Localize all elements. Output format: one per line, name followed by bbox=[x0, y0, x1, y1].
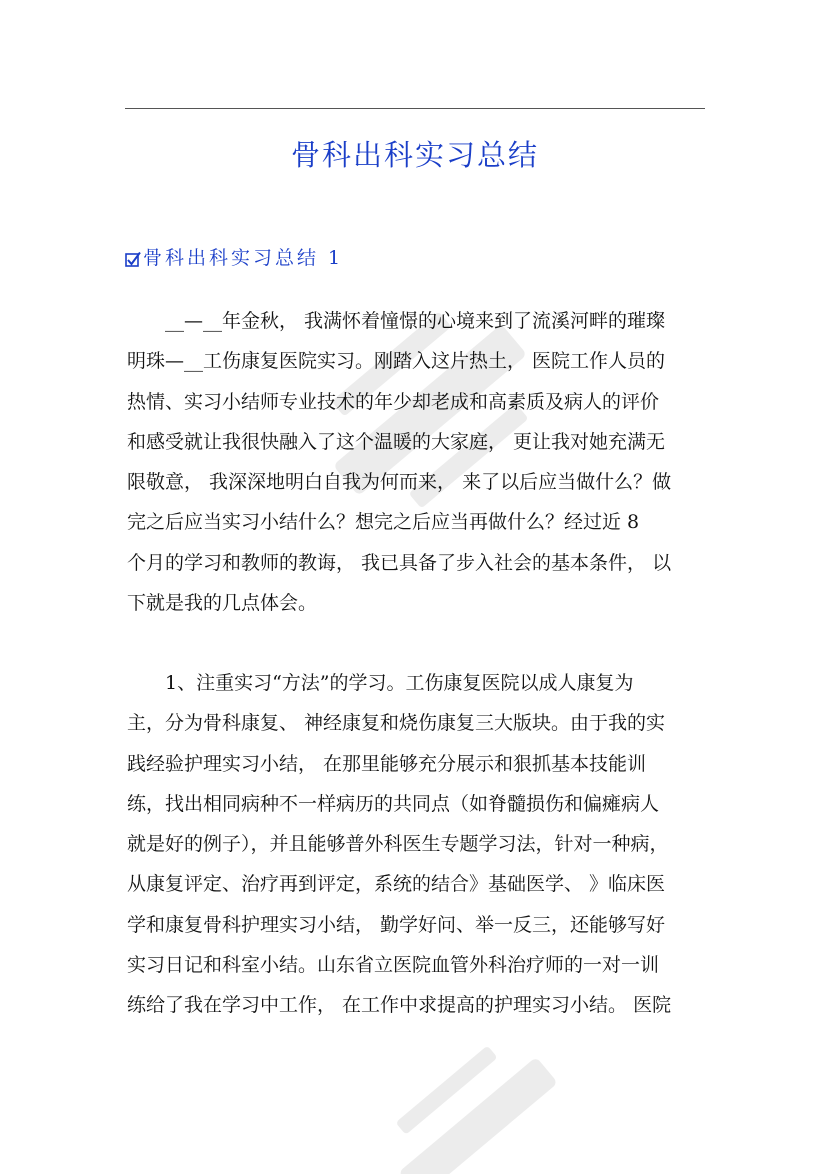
paragraph-2 bbox=[127, 663, 717, 1026]
paragraph-line: 下就是我的几点体会。 bbox=[127, 592, 318, 615]
paragraph-line: 就是好的例子），并且能够普外科医生专题学习法，针对一种病， bbox=[127, 833, 669, 856]
paragraph-line: 学和康复骨科护理实习小结， 勤学好问、举一反三，还能够写好 bbox=[127, 913, 666, 936]
paragraph-line: 明珠—__工伤康复医院实习。刚踏入这片热土， 医院工作人员的 bbox=[127, 350, 666, 373]
paragraph-line: 实习日记和科室小结。山东省立医院血管外科治疗师的一对一训 bbox=[127, 954, 660, 977]
checkbox-icon bbox=[125, 251, 141, 267]
watermark-icon bbox=[380, 1040, 580, 1174]
paragraph-line: 践经验护理实习小结， 在那里能够充分展示和狠抓基本技能训 bbox=[127, 752, 647, 775]
paragraph-line: 热情、实习小结师专业技术的年少却老成和高素质及病人的评价 bbox=[127, 390, 660, 413]
header-rule bbox=[125, 108, 705, 109]
paragraph-line: 从康复评定、治疗再到评定，系统的结合》基础医学、 》临床医 bbox=[127, 873, 666, 896]
paragraph-line: 主，分为骨科康复、 神经康复和烧伤康复三大版块。由于我的实 bbox=[127, 712, 666, 735]
paragraph-1 bbox=[127, 301, 717, 623]
paragraph-line: 1、注重实习“方法”的学习。工伤康复医院以成人康复为 bbox=[127, 672, 634, 694]
paragraph-line: 和感受就让我很快融入了这个温暖的大家庭， 更让我对她充满无 bbox=[127, 430, 666, 453]
paragraph-line: 完之后应当实习小结什么？想完之后应当再做什么？经过近 8 bbox=[127, 511, 640, 534]
document-title: 骨科出科实习总结 bbox=[290, 138, 539, 172]
paragraph-line: __—__年金秋， 我满怀着憧憬的心境来到了流溪河畔的璀璨 bbox=[127, 310, 666, 332]
paragraph-line: 个月的学习和教师的教诲， 我已具备了步入社会的基本条件， 以 bbox=[127, 551, 672, 574]
paragraph-line: 练给了我在学习中工作， 在工作中求提高的护理实习小结。 医院 bbox=[127, 994, 672, 1017]
paragraph-line: 练，找出相同病种不一样病历的共同点（如脊髓损伤和偏瘫病人 bbox=[127, 792, 660, 815]
paragraph-line: 限敬意， 我深深地明白自我为何而来， 来了以后应当做什么？做 bbox=[127, 471, 672, 494]
section-heading-text: 骨科出科实习总结 1 bbox=[143, 246, 344, 269]
section-heading bbox=[125, 243, 343, 269]
